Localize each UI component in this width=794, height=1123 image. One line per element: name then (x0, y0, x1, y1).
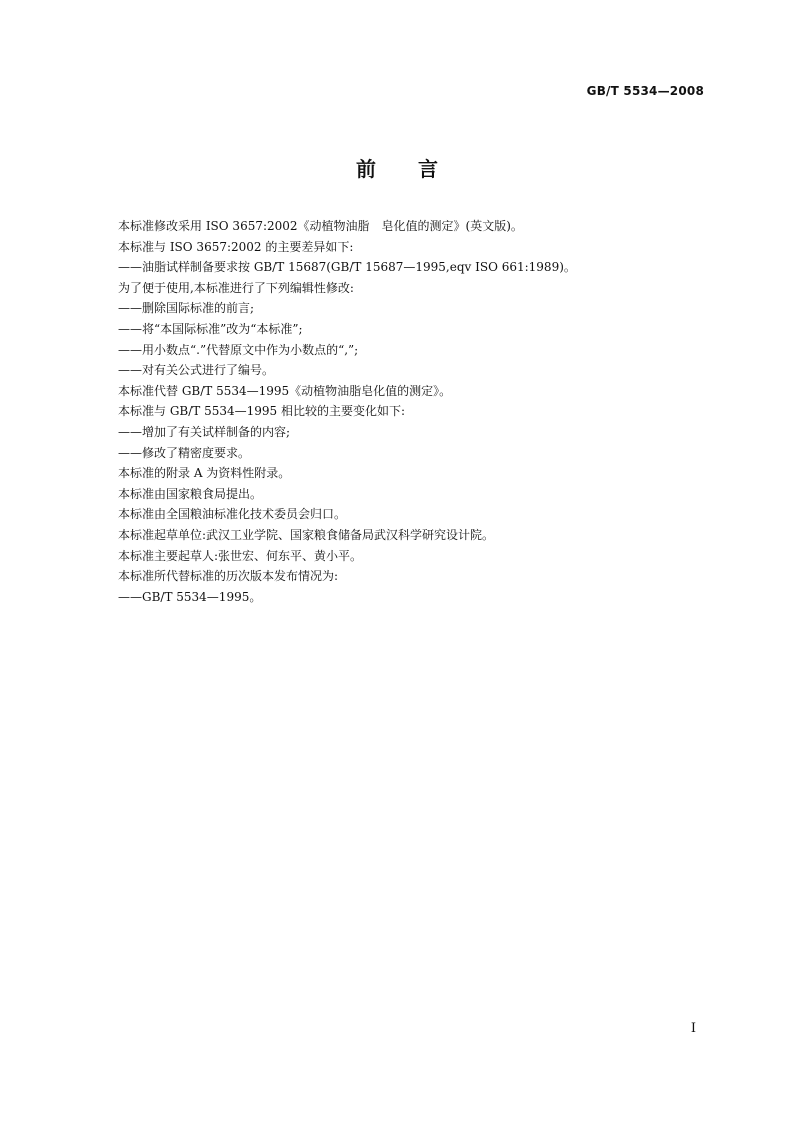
foreword-body (118, 216, 718, 607)
page-number: I (690, 1021, 696, 1036)
body-line: ——对有关公式进行了编号。 (118, 363, 275, 378)
body-line: ——油脂试样制备要求按 GB/T 15687(GB/T 15687—1995,eqv ISO 661:1989)。 (118, 260, 576, 275)
body-line: 本标准起草单位:武汉工业学院、国家粮食储备局武汉科学研究设计院。 (118, 527, 495, 542)
body-line: 本标准由国家粮食局提出。 (118, 486, 263, 501)
body-line: ——GB/T 5534—1995。 (118, 589, 262, 604)
page-title-char-2: 言 (418, 157, 438, 181)
body-line: 本标准所代替标准的历次版本发布情况为: (118, 569, 339, 584)
body-line: 本标准修改采用 ISO 3657:2002《动植物油脂 皂化值的测定》(英文版)。 (118, 219, 523, 233)
body-line: ——修改了精密度要求。 (118, 445, 251, 460)
body-line: 本标准的附录 A 为资料性附录。 (118, 466, 291, 481)
standard-number-header: GB/T 5534—2008 (586, 84, 704, 98)
body-line: ——增加了有关试样制备的内容; (118, 424, 291, 439)
body-line: 本标准与 ISO 3657:2002 的主要差异如下: (118, 239, 354, 254)
page-title-char-1: 前 (356, 157, 376, 181)
body-line: 本标准由全国粮油标准化技术委员会归口。 (118, 507, 347, 522)
body-line: 为了便于使用,本标准进行了下列编辑性修改: (118, 280, 354, 295)
body-line: 本标准主要起草人:张世宏、何东平、黄小平。 (118, 548, 363, 563)
body-line: 本标准与 GB/T 5534—1995 相比较的主要变化如下: (118, 404, 406, 419)
body-line: ——删除国际标准的前言; (118, 301, 255, 316)
body-line: 本标准代替 GB/T 5534—1995《动植物油脂皂化值的测定》。 (118, 383, 452, 398)
page-title (0, 153, 794, 182)
body-line: ——将“本国际标准”改为“本标准”; (118, 321, 303, 336)
body-line: ——用小数点“.”代替原文中作为小数点的“,”; (118, 342, 359, 357)
